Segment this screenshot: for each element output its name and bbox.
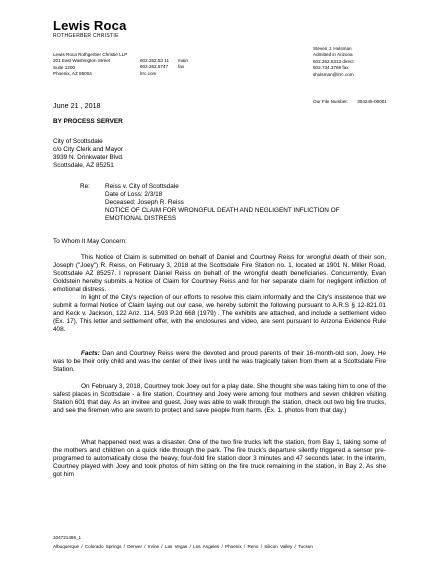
document-number: 104721486_1	[53, 535, 82, 540]
phone-label-fax: fax	[178, 64, 185, 70]
re-line: EMOTIONAL DISTRESS	[105, 214, 177, 222]
firm-logo-subname: ROTHGERBER CHRISTIE	[53, 33, 119, 39]
firm-address-line: Suite 1200	[53, 64, 75, 70]
paragraph-text: This Notice of Claim is submitted on behalf of Daniel and Courtney Reiss for wrongful death of their son, Joseph ("Joey") R. Reiss, on February 3, 2018 at the Scottsdale Fire Station no. 1, located at 1901 N. Miller Road, Scottsdale AZ 85257. I represent Daniel Reiss on behalf of the wrongful death beneficiaries. Concurrently, Evan Goldstein hereby submits a Notice of Claim for Courtney Reiss and for her separate claim for negligent infliction of emotional distress.	[53, 254, 386, 293]
facts-text: Dan and Courtney Reiss were the devoted and proud parents of their 16-month-old son, Joey. He was to be their only child and was the center of their lives until he was tragically taken from them at a Scottsdale Fire Station.	[53, 350, 386, 373]
re-line: Date of Loss: 2/3/18	[105, 190, 163, 198]
paragraph-play-date	[53, 383, 386, 415]
addressee-block	[53, 138, 253, 170]
paragraph-text: What happened next was a disaster. One of the two fire trucks left the station, from Bay 1, taking some of the mothers and children on a quick ride through the park. The fire truck's departure silently triggered a sensor pre-programed to automatically close the heavy, four-fold fire station door 3 minutes and 47 seconds later. In the interim, Courtney played with Joey and took photos of him sitting on the fire truck remaining in the station, in Bay 2. As she got him	[53, 439, 386, 478]
re-line: Deceased: Joseph R. Reiss	[105, 198, 184, 206]
paragraph-text: On February 3, 2018, Courtney took Joey out for a play date. She thought she was taking him to one of the safest places in Scottsdale - a fire station. Courtney and Joey were among four mothers and seven children visiting Station 601 that day. As an invitee and guest, Joey was able to walk through the station, check out two big fire trucks, and see the firemen who are sworn to protect and save people from harm. (Ex. 1, photos from that day.)	[53, 383, 386, 414]
firm-logo-name: Lewis Roca	[53, 18, 127, 33]
facts-heading: Facts:	[81, 350, 100, 357]
addressee-line: Scottsdale, AZ 85251	[53, 161, 114, 169]
addressee-line: c/o City Clerk and Mayor	[53, 145, 123, 153]
re-block	[105, 183, 395, 223]
attorney-direct-phone: 602.262.5313 direct	[313, 58, 354, 64]
attorney-block	[313, 46, 403, 78]
file-number-value: 304245-00001	[357, 99, 387, 104]
letter-date: June 21 , 2018	[53, 101, 101, 110]
office-locations: Albuquerque / Colorado Springs / Denver / Irvine / Las Vegas / Los Angeles / Phoenix / Reno / Silicon Valley / Tucson	[53, 544, 313, 549]
salutation: To Whom It May Concern:	[53, 238, 127, 245]
paragraph-legal-basis	[53, 294, 386, 334]
firm-address-line: Phoenix, AZ 85004	[53, 71, 92, 77]
firm-phone-fax: 602.262.5747	[140, 64, 169, 70]
file-number-label: Our File Number:	[313, 99, 349, 104]
attorney-fax: 602.734.3769 fax	[313, 65, 349, 71]
attorney-name: Steven J. Hulsman	[313, 46, 352, 51]
attorney-admission: Admitted in Arizona	[313, 52, 353, 58]
firm-phones	[140, 58, 180, 71]
firm-phone-main: 602.262.53 11	[140, 58, 170, 63]
file-number	[313, 99, 387, 104]
addressee-line: City of Scottsdale	[53, 138, 103, 145]
firm-phone-labels	[178, 58, 208, 71]
firm-website[interactable]: lrrc.com	[140, 71, 157, 76]
paragraph-intro	[53, 254, 386, 294]
attorney-email[interactable]: shulsman@lrrc.com	[313, 71, 354, 77]
re-line: NOTICE OF CLAIM FOR WRONGFUL DEATH AND NEGLIGENT INFLICTION OF	[105, 206, 340, 214]
phone-label-main: main	[178, 58, 188, 63]
paragraph-text: In light of the City's rejection of our efforts to resolve this claim informally and the City's insistence that we submit a formal Notice of Claim laying out our case, we hereby submit the following pursuant to A.R.S § 12-821.01 and Keck v. Jackson, 122 Ariz. 114, 593 P.2d 668 (1979) . The exhibits are attached, and include a settlement video (Ex. 17). This letter and settlement offer, with the enclosures and video, are sent pursuant to Arizona Evidence Rule 408.	[53, 294, 386, 333]
re-label: Re:	[80, 183, 90, 190]
re-line: Reiss v. City of Scottsdale	[105, 183, 179, 190]
paragraph-text	[53, 350, 386, 374]
delivery-method: BY PROCESS SERVER	[53, 118, 123, 125]
addressee-line: 3939 N. Drinkwater Blvd.	[53, 153, 124, 161]
firm-address	[53, 52, 133, 78]
firm-address-line: Lewis Roca Rothgerber Christie LLP	[53, 52, 128, 57]
firm-address-line: 201 East Washington Street	[53, 58, 111, 64]
paragraph-disaster	[53, 439, 386, 479]
paragraph-facts	[53, 350, 386, 374]
